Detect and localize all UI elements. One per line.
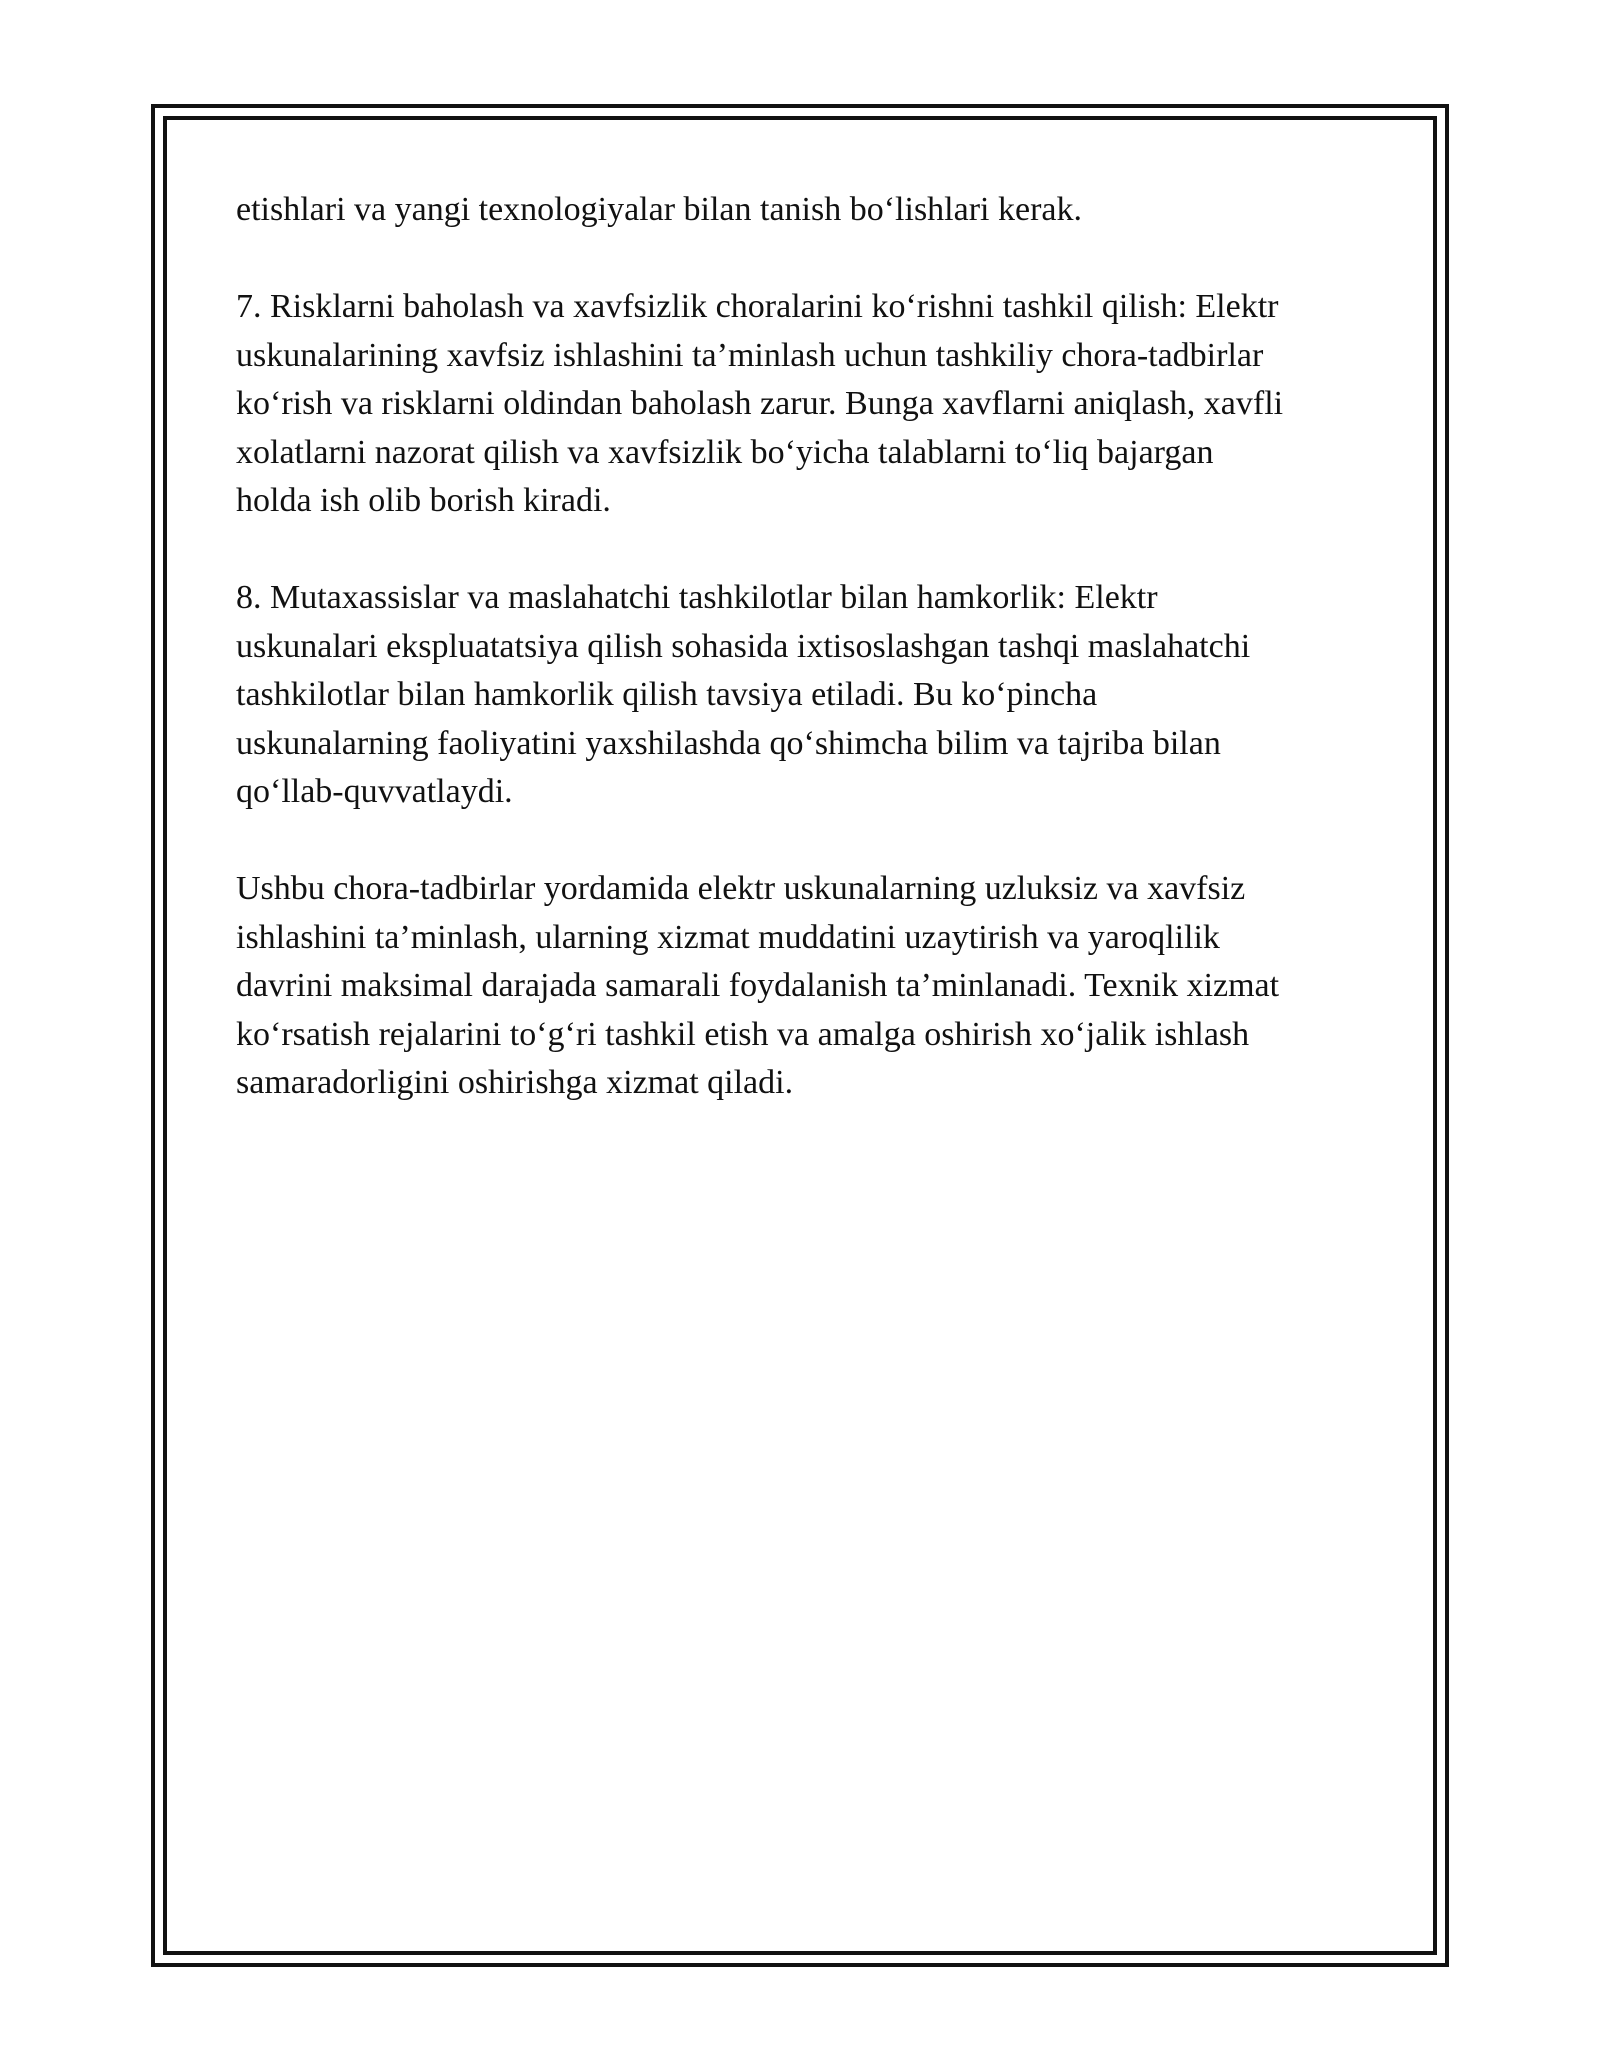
text-line: ko‘rsatish rejalarini to‘g‘ri tashkil etish va amalga oshirish xo‘jalik ishlash xyxy=(236,1015,1250,1053)
text-line: uskunalari ekspluatatsiya qilish sohasida ixtisoslashgan tashqi maslahatchi xyxy=(236,627,1251,665)
text-line: uskunalarining xavfsiz ishlashini ta’minlash uchun tashkiliy chora-tadbirlar xyxy=(236,336,1264,374)
text-line: qo‘llab-quvvatlaydi. xyxy=(236,773,513,810)
document-body xyxy=(236,186,1376,1156)
paragraph-continuation xyxy=(236,186,1376,235)
text-line: 7. Risklarni baholash va xavfsizlik choralarini ko‘rishni tashkil qilish: Elektr xyxy=(236,288,1279,325)
text-line: samaradorligini oshirishga xizmat qiladi. xyxy=(236,1064,794,1101)
paragraph-conclusion xyxy=(236,865,1376,1108)
text-line: etishlari va yangi texnologiyalar bilan tanish bo‘lishlari kerak. xyxy=(236,191,1082,228)
paragraph-item-7-risk-assessment xyxy=(236,283,1376,526)
text-line: holda ish olib borish kiradi. xyxy=(236,482,611,519)
text-line: 8. Mutaxassislar va maslahatchi tashkilotlar bilan hamkorlik: Elektr xyxy=(236,579,1158,616)
text-line: ishlashini ta’minlash, ularning xizmat muddatini uzaytirish va yaroqlilik xyxy=(236,918,1220,956)
text-line: uskunalarning faoliyatini yaxshilashda qo‘shimcha bilim va tajriba bilan xyxy=(236,724,1221,762)
text-line: tashkilotlar bilan hamkorlik qilish tavsiya etiladi. Bu ko‘pincha xyxy=(236,676,1098,713)
text-line: xolatlarni nazorat qilish va xavfsizlik bo‘yicha talablarni to‘liq bajargan xyxy=(236,433,1214,471)
text-line: ko‘rish va risklarni oldindan baholash zarur. Bunga xavflarni aniqlash, xavfli xyxy=(236,385,1284,422)
paragraph-item-8-cooperation xyxy=(236,574,1376,817)
text-line: Ushbu chora-tadbirlar yordamida elektr uskunalarning uzluksiz va xavfsiz xyxy=(236,870,1246,907)
text-line: davrini maksimal darajada samarali foydalanish ta’minlanadi. Texnik xizmat xyxy=(236,967,1280,1004)
